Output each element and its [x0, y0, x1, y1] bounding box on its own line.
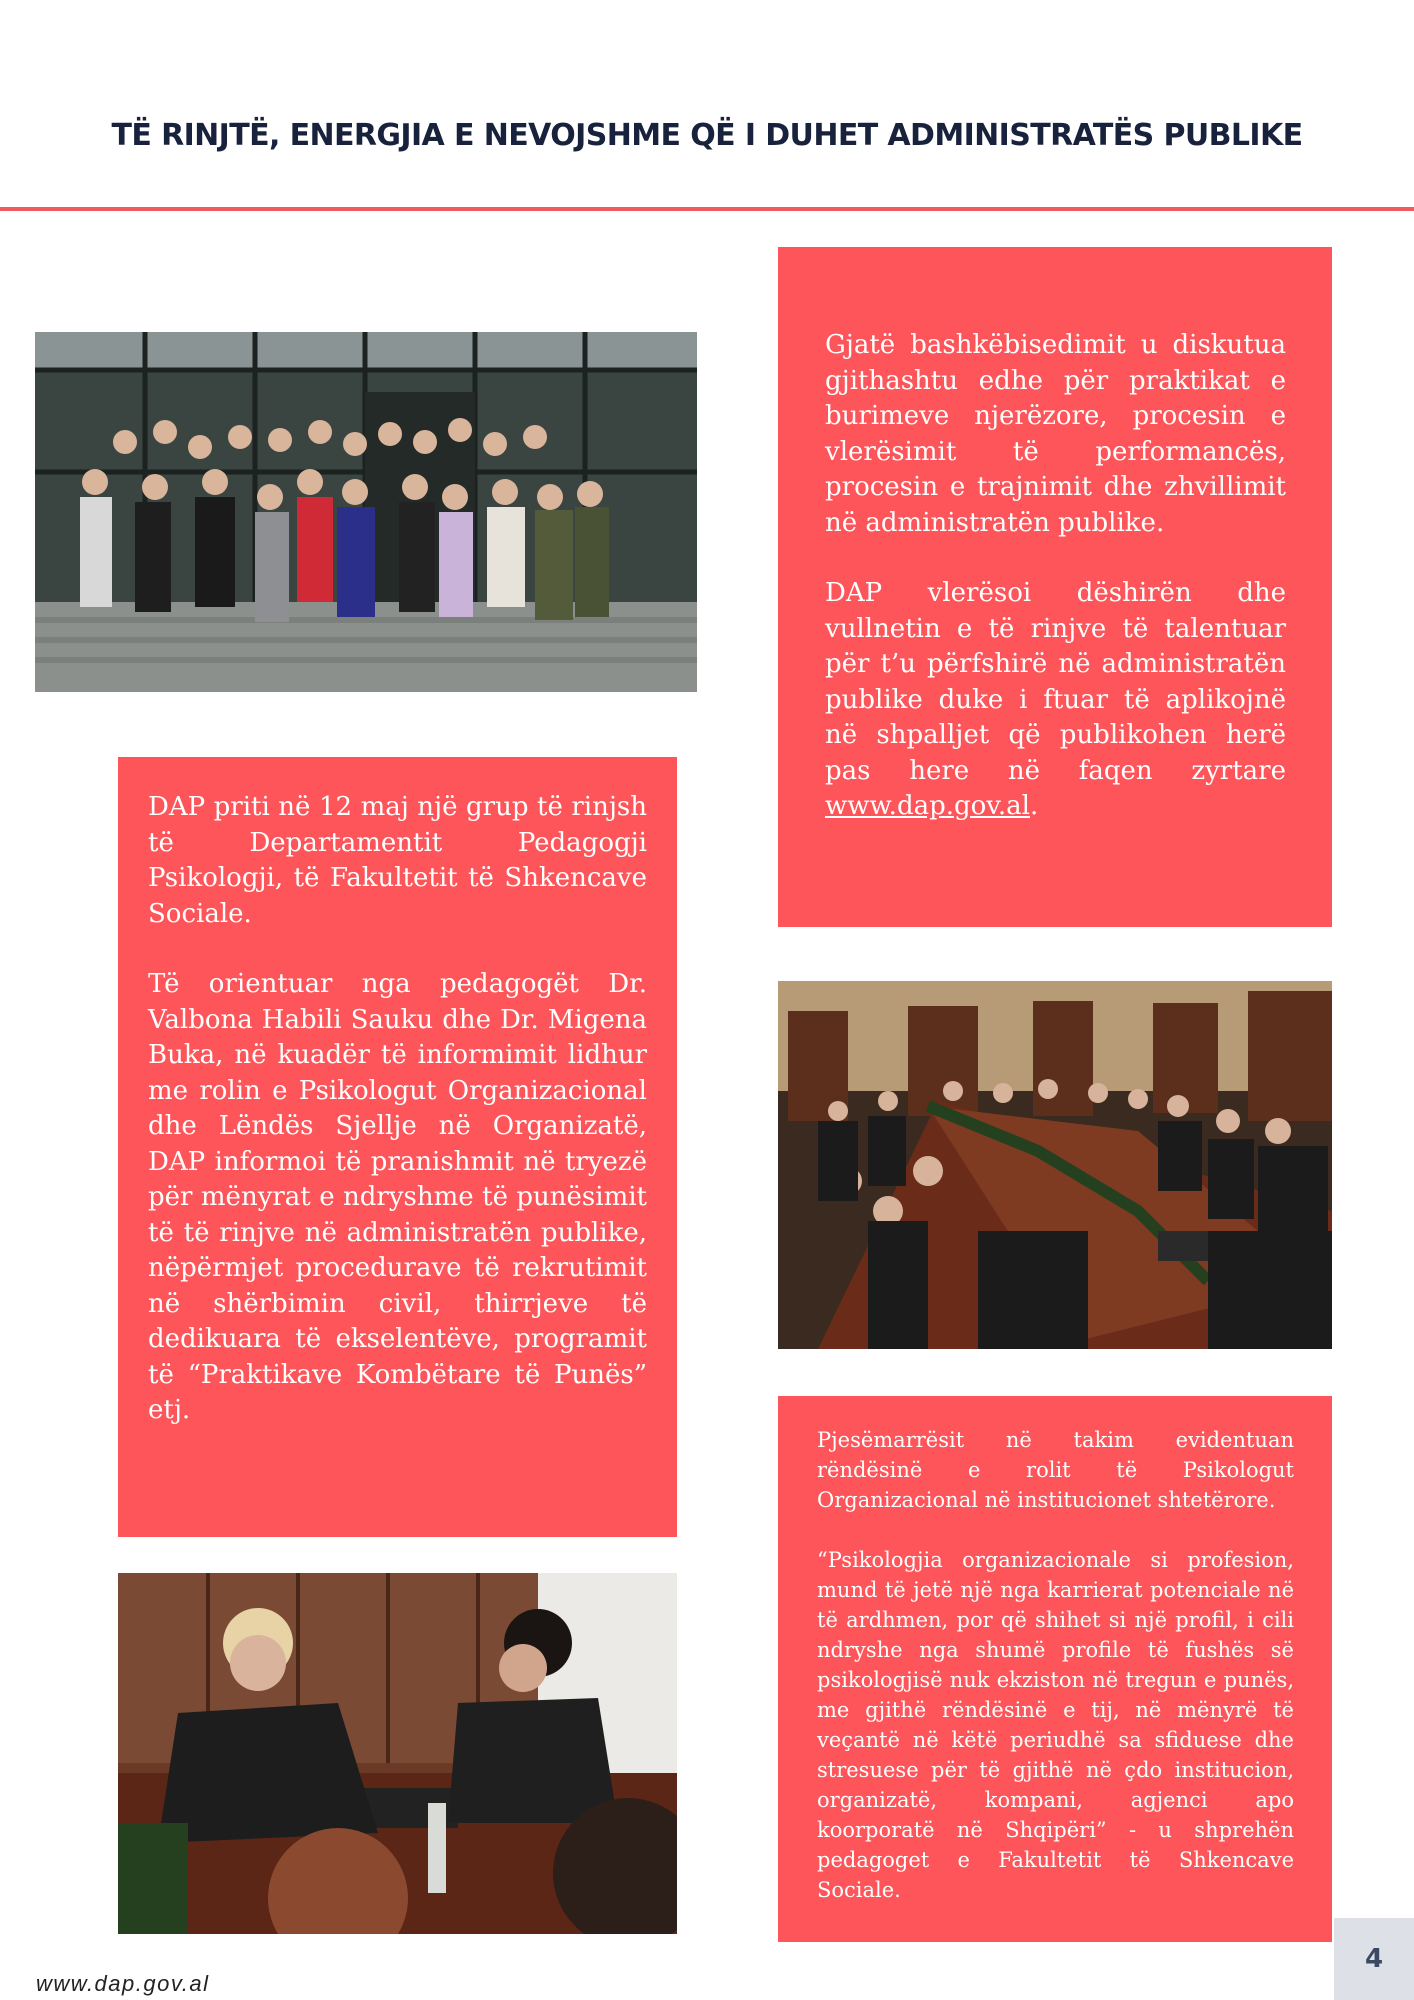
- footer-website-url: www.dap.gov.al: [36, 1971, 210, 1996]
- meeting-room-photo: [778, 981, 1332, 1349]
- hr-practices-paragraph: Gjatë bashkëbisedimit u diskutua gjithashtu edhe për praktikat e burimeve njerëzore, procesin e vlerësimit të performancës, procesin e trajnimit dhe zhvillimit në administratën publike.: [825, 330, 1286, 538]
- group-photo: [35, 332, 697, 692]
- participants-paragraph: Pjesëmarrësit në takim evidentuan rëndësinë e rolit të Psikologut Organizacional në institucionet shtetërore.: [817, 1428, 1294, 1512]
- discussion-photo: [118, 1573, 677, 1934]
- visit-details-paragraph: Të orientuar nga pedagogët Dr. Valbona Habili Sauku dhe Dr. Migena Buka, në kuadër të informimit lidhur me rolin e Psikologut Organizacional dhe Lëndës Sjellje në Organizatë, DAP informoi të pranishmit në tryezë për mënyrat e ndryshme të punësimit të të rinjve në administratën publike, nëpërmjet procedurave të rekrutimit në shërbimin civil, thirrjeve të dedikuara të ekselentëve, programit të “Praktikave Kombëtare të Punës” etj.: [148, 969, 647, 1425]
- invitation-text: DAP vlerësoi dëshirën dhe vullnetin e të rinjve të talentuar për t’u përfshirë në administratën publike duke i ftuar të aplikojnë në shpalljet që publikohen herë pas here në faqen zyrtare: [825, 578, 1286, 786]
- dap-website-link[interactable]: www.dap.gov.al: [825, 791, 1030, 821]
- info-box-psychology: [778, 1396, 1332, 1942]
- visit-intro-paragraph: DAP priti në 12 maj një grup të rinjsh të Departamentit Pedagogji Psikologji, të Fakultetit të Shkencave Sociale.: [148, 792, 647, 929]
- info-box-visit: [118, 757, 677, 1537]
- invitation-paragraph: [825, 576, 1286, 825]
- page-title: TË RINJTË, ENERGJIA E NEVOJSHME QË I DUHET ADMINISTRATËS PUBLIKE: [111, 118, 1303, 153]
- info-box-hr-practices: [778, 247, 1332, 927]
- page-number: 4: [1334, 1918, 1414, 2000]
- psychology-quote-paragraph: “Psikologjia organizacionale si profesion, mund të jetë një nga karrierat potenciale në të ardhmen, por që shihet si një profil, i cili ndryshe nga shumë profile të fushës së psikologjisë nuk ekziston në tregun e punës, me gjithë rëndësinë e tij, në mënyrë të veçantë në këtë periudhë sa sfiduese dhe stresuese për të gjithë në çdo institucion, organizatë, kompani, agjenci apo koorporatë në Shqipëri” - u shprehën pedagoget e Fakultetit të Shkencave Sociale.: [817, 1548, 1294, 1902]
- header-divider: [0, 207, 1414, 211]
- invitation-end: .: [1029, 791, 1039, 821]
